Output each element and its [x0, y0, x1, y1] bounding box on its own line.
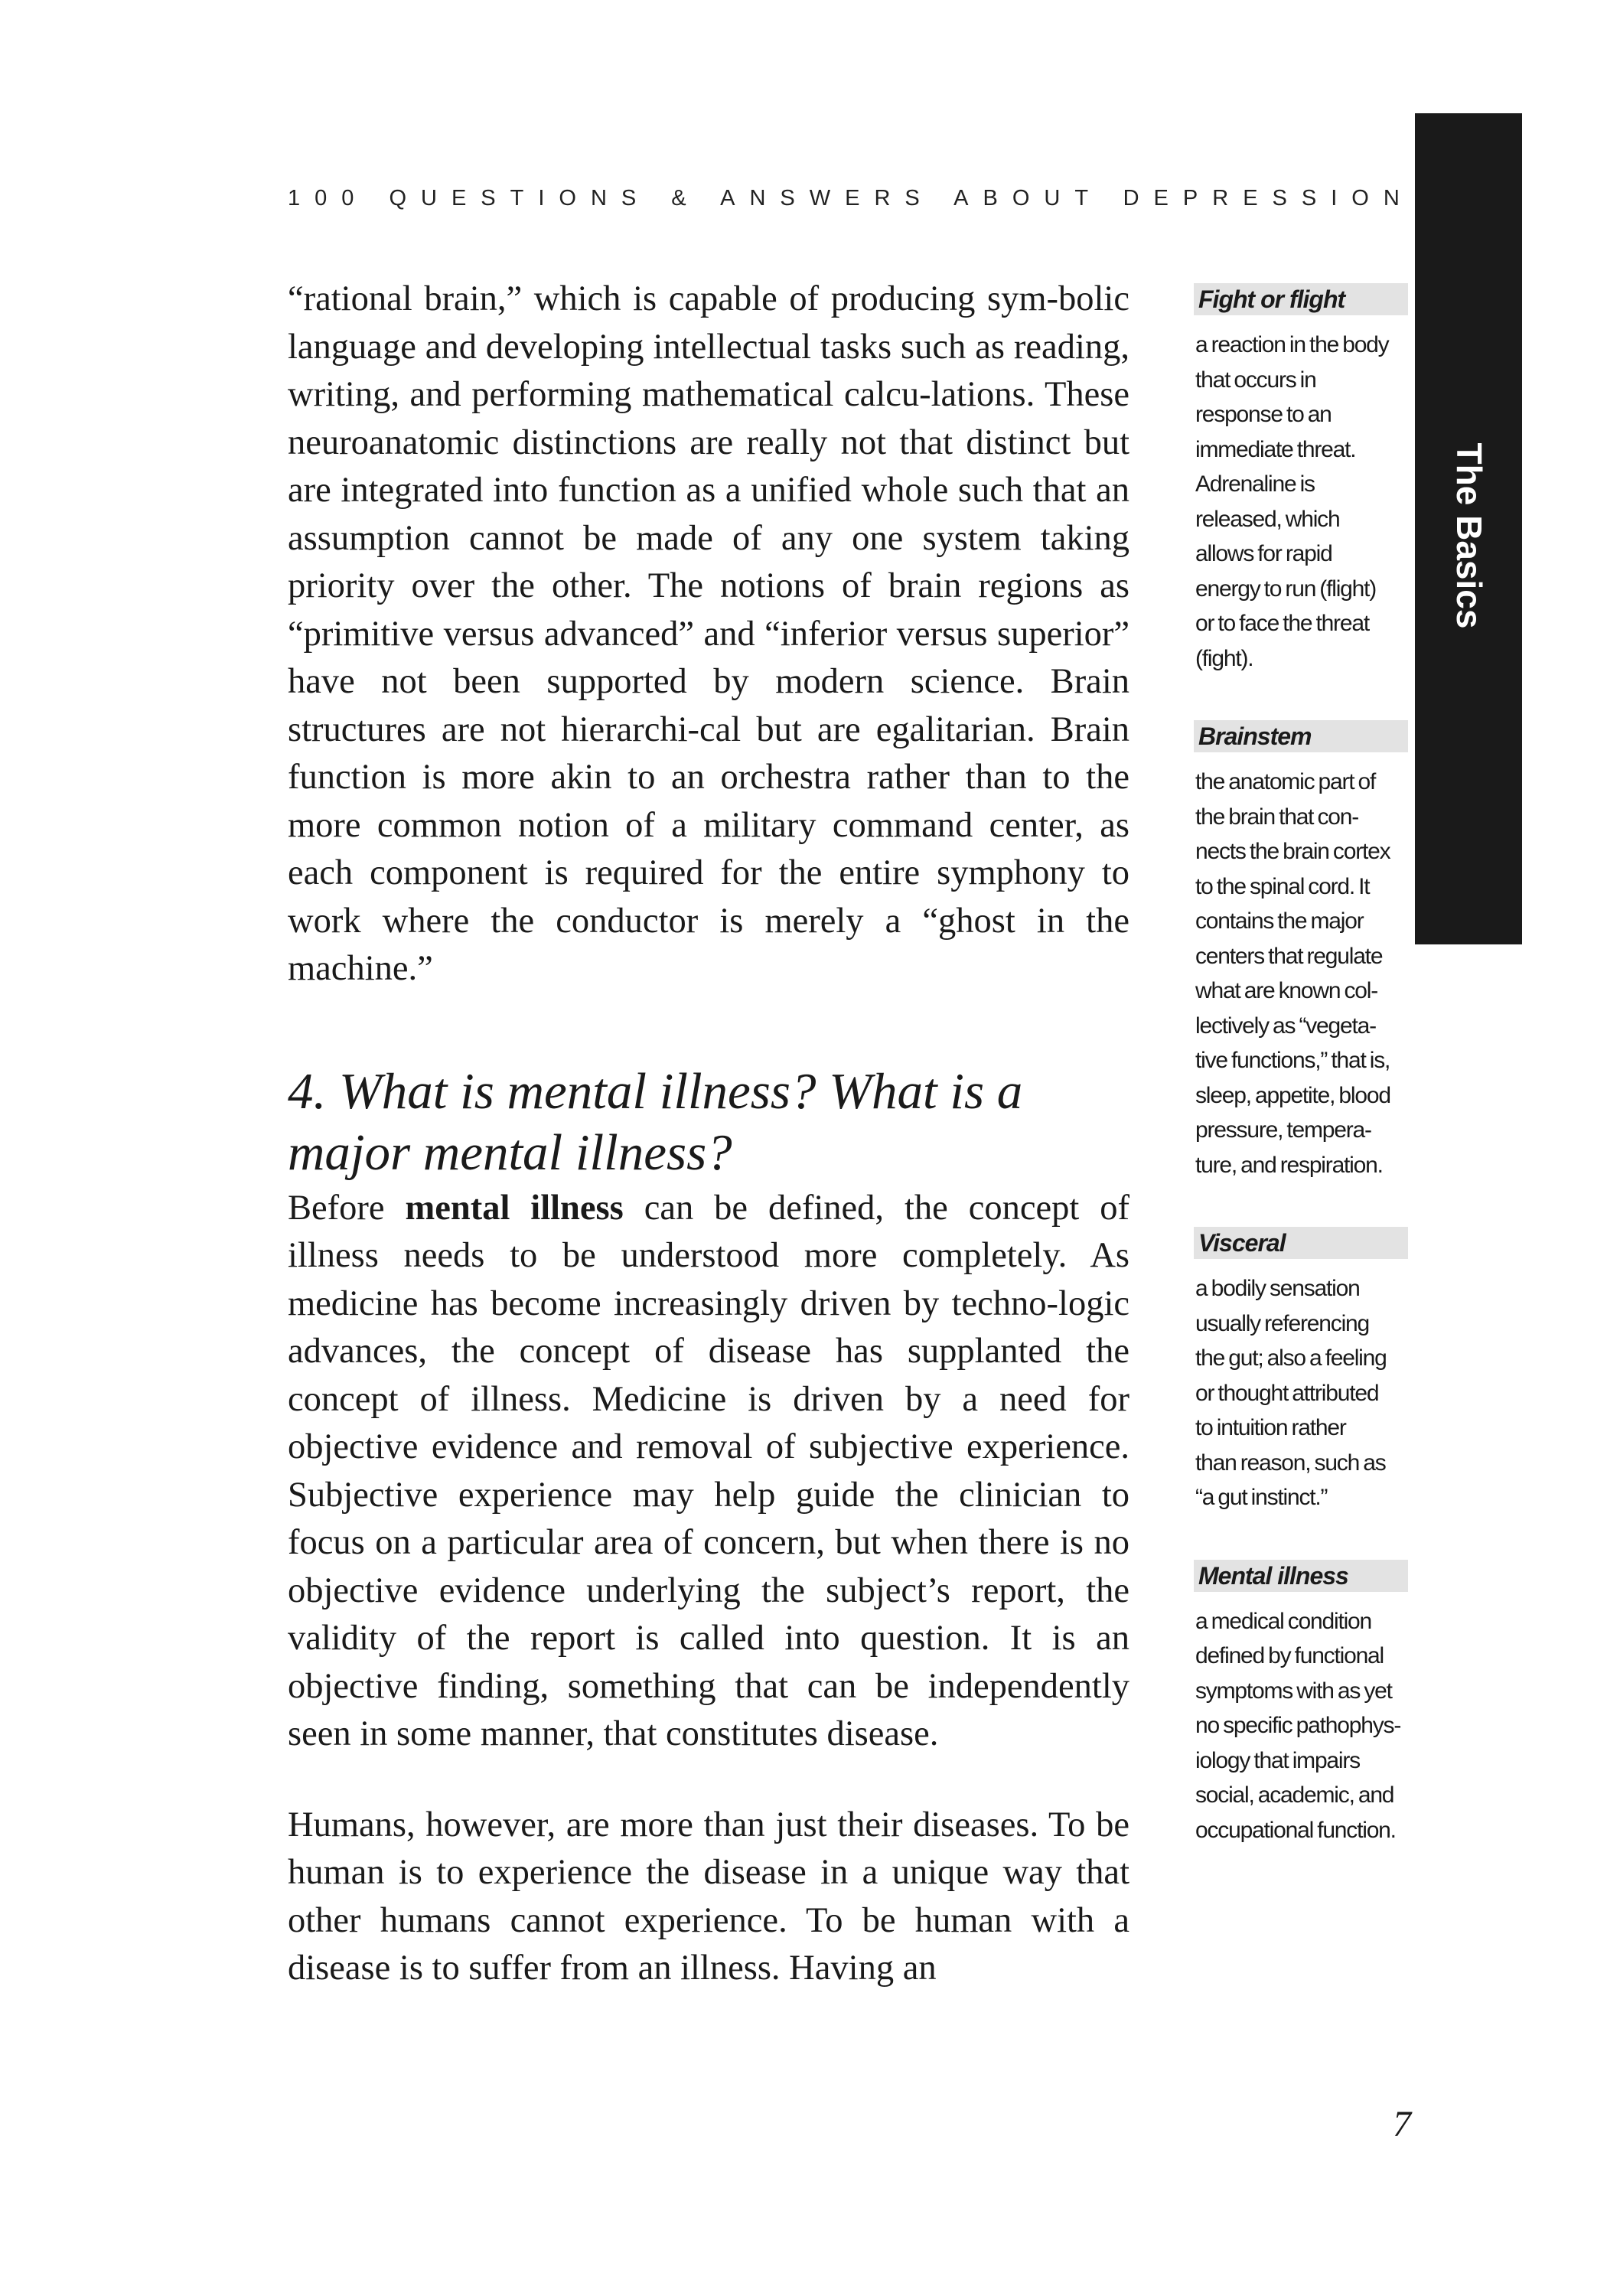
body-paragraph: Humans, however, are more than just their diseases. To be human is to experience the disease in a unique way that other humans cannot experience. To be human with a disease is to suffer from an illness. Having an	[288, 1805, 1129, 1988]
body-paragraph	[288, 1185, 1129, 1759]
running-header: 100 QUESTIONS & ANSWERS ABOUT DEPRESSION	[288, 186, 1414, 210]
question-heading: 4. What is mental illness? What is a major mental illness?	[288, 1062, 1023, 1181]
glossary-definition: a bodily sensation usually referencing the gut; also a feeling or thought attributed to intuition rather than reason, such as “a gut instinct.”	[1195, 1276, 1387, 1510]
body-paragraph: “rational brain,” which is capable of producing sym-bolic language and developing intellectual tasks such as reading, writing, and performing mathematical calcu-lations. These neuroanatomic distinctions are really not that distinct but are integrated into function as a unified whole such that an assumption cannot be made of any one system taking priority over the other. The notions of brain regions as “primitive versus advanced” and “inferior versus superior” have not been supported by modern science. Brain structures are not hierarchi-cal but are egalitarian. Brain function is more akin to an orchestra rather than to the more common notion of a military command center, as each component is required for the entire symphony to work where the conductor is merely a “ghost in the machine.”	[288, 279, 1129, 988]
paragraph-rest: can be defined, the concept of illness needs to be understood more completely. As medicine has become increasingly driven by techno-logic advances, the concept of disease has supplanted the concept of illness. Medicine is driven by a need for objective evidence and removal of subjective experience. Subjective experience may help guide the clinician to focus on a particular area of concern, but when there is no objective evidence underlying the subject’s report, the validity of the report is called into question. It is an objective finding, something that can be independently seen in some manner, that constitutes disease.	[288, 1188, 1130, 1753]
glossary-entry	[1194, 283, 1408, 676]
glossary-definition: the anatomic part of the brain that con- nects the brain cortex to the spinal cord. It contains the major centers that regulate what are known col- lectively as “vegeta- tive functions,” that is, sleep, appetite, blood pressure, tempera- ture, and respiration.	[1195, 769, 1390, 1178]
glossary-entry	[1194, 720, 1408, 1182]
page-number: 7	[1393, 2104, 1411, 2144]
glossary-term-highlight: mental illness	[405, 1188, 624, 1228]
main-text	[288, 276, 1129, 1993]
glossary-term: Brainstem	[1194, 720, 1408, 752]
glossary-term: Mental illness	[1194, 1560, 1408, 1592]
paragraph-lead: Before	[288, 1188, 385, 1228]
section-tab-label: The Basics	[1449, 442, 1489, 629]
glossary-term: Fight or flight	[1194, 283, 1408, 315]
glossary-entry	[1194, 1227, 1408, 1515]
glossary-entry	[1194, 1560, 1408, 1848]
glossary-term: Visceral	[1194, 1227, 1408, 1259]
glossary-definition: a reaction in the body that occurs in response to an immediate threat. Adrenaline is released, which allows for rapid energy to run (flight) or to face the threat (fight).	[1195, 332, 1389, 671]
glossary-sidebar	[1194, 283, 1408, 1892]
glossary-definition: a medical condition defined by functional symptoms with as yet no specific pathophys- iology that impairs social, academic, and occupational function.	[1195, 1608, 1401, 1843]
